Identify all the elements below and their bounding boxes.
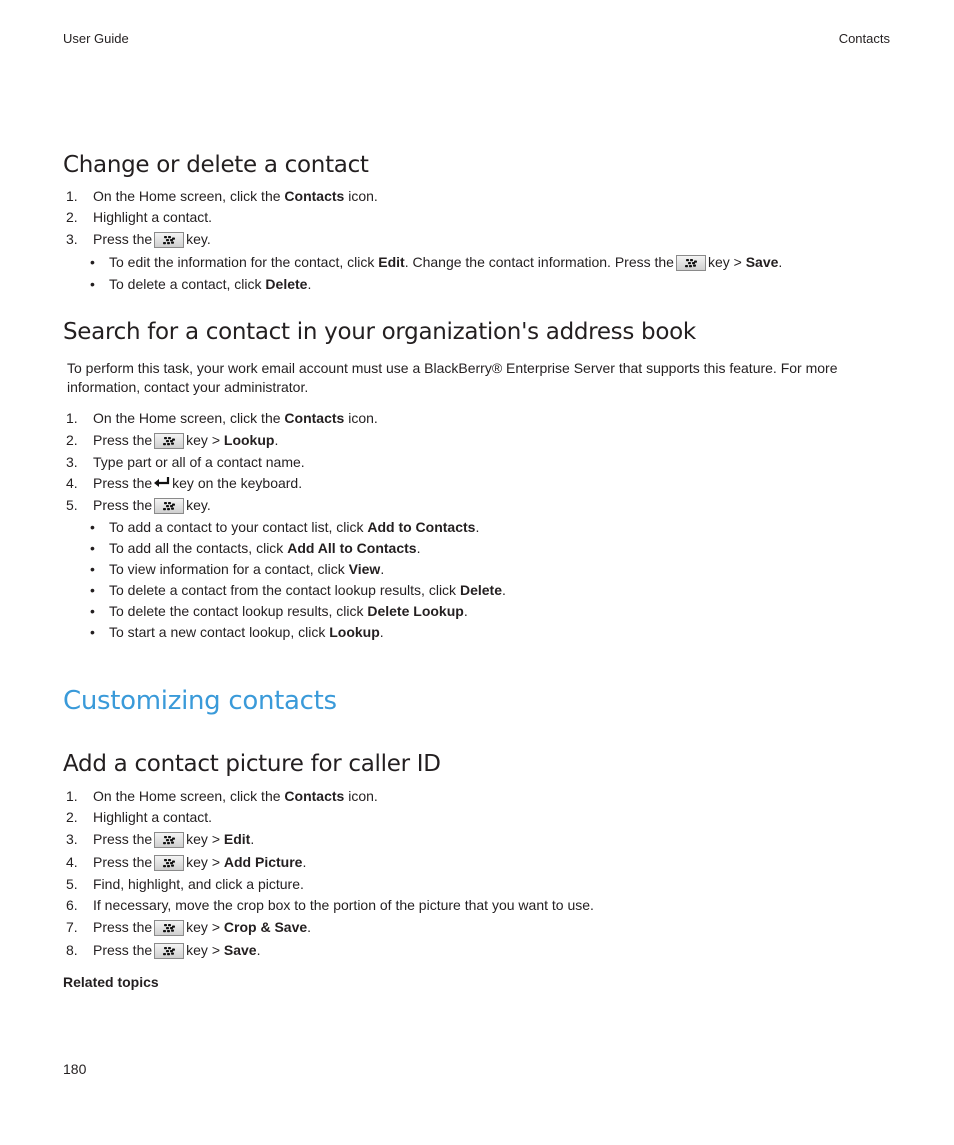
step-text: Press the	[93, 831, 153, 847]
bullet-bold: Lookup	[329, 624, 380, 640]
step-text: Press the	[93, 919, 153, 935]
list-item	[63, 473, 506, 494]
step-number: 1.	[66, 188, 78, 204]
bullet-text: .	[475, 519, 480, 535]
bullet-bold: Add All to Contacts	[287, 540, 417, 556]
list-item	[63, 186, 782, 207]
bullet-bold: Edit	[378, 254, 405, 270]
bullet-text: To delete the contact lookup results, click	[109, 603, 368, 619]
step-bold: Edit	[223, 831, 251, 847]
step-bold: Crop & Save	[223, 919, 308, 935]
step-text: key >	[186, 432, 224, 448]
page-number: 180	[63, 1061, 87, 1077]
step-bold: Lookup	[223, 432, 275, 448]
step-text: key on the keyboard.	[172, 475, 303, 491]
bullet-text: To view information for a contact, click	[109, 561, 349, 577]
step-text: key >	[186, 942, 224, 958]
steps-search-contact	[63, 408, 506, 643]
bullet-text: To delete a contact, click	[109, 276, 266, 292]
bullet-text: .	[501, 582, 506, 598]
bullet-text: .	[416, 540, 421, 556]
list-item	[86, 538, 506, 559]
search-intro-paragraph: To perform this task, your work email account must use a BlackBerry® Enterprise Server that supports this feature. For more information, contact your administrator.	[67, 360, 838, 395]
step-text: Highlight a contact.	[93, 209, 213, 225]
step-text: .	[274, 432, 279, 448]
step-text: If necessary, move the crop box to the portion of the picture that you want to use.	[93, 897, 594, 913]
blackberry-menu-key-icon	[154, 920, 184, 936]
step-text: On the Home screen, click the	[93, 788, 285, 804]
list-item	[86, 622, 506, 643]
step-bold: Contacts	[284, 410, 345, 426]
step-text: key >	[186, 854, 224, 870]
list-item	[63, 408, 506, 429]
running-header-left: User Guide	[63, 31, 129, 46]
list-item	[63, 228, 782, 295]
section-title-search-contact: Search for a contact in your organization's address book	[63, 319, 696, 345]
step-text: key >	[186, 831, 224, 847]
steps-change-contact	[63, 186, 782, 295]
bullets-change-contact	[86, 251, 782, 295]
section-title-change-contact: Change or delete a contact	[63, 152, 369, 178]
bullets-search-contact	[86, 517, 506, 643]
blackberry-menu-key-icon	[154, 498, 184, 514]
step-text: Press the	[93, 497, 153, 513]
list-item	[63, 939, 594, 962]
enter-key-icon	[153, 476, 171, 490]
list-item	[86, 274, 782, 295]
step-text: icon.	[344, 188, 378, 204]
step-bold: Save	[223, 942, 257, 958]
step-number: 2.	[66, 432, 78, 448]
step-number: 5.	[66, 876, 78, 892]
bullet-text: To add all the contacts, click	[109, 540, 288, 556]
chapter-title-customizing-contacts: Customizing contacts	[63, 686, 337, 716]
step-number: 4.	[66, 475, 78, 491]
step-text: .	[256, 942, 261, 958]
step-number: 3.	[66, 454, 78, 470]
blackberry-menu-key-icon	[154, 832, 184, 848]
step-text: Find, highlight, and click a picture.	[93, 876, 304, 892]
step-text: icon.	[344, 788, 378, 804]
blackberry-menu-key-icon	[154, 855, 184, 871]
step-text: key >	[186, 919, 224, 935]
step-text: Press the	[93, 475, 153, 491]
bullet-text: .	[379, 624, 384, 640]
bullet-text: .	[380, 561, 385, 577]
step-text: key.	[186, 497, 211, 513]
bullet-text: .	[778, 254, 783, 270]
list-item	[63, 429, 506, 452]
list-item	[63, 494, 506, 643]
list-item	[63, 828, 594, 851]
bullet-bold: Delete Lookup	[367, 603, 464, 619]
steps-contact-picture	[63, 786, 594, 962]
bullet-bold: Save	[745, 254, 779, 270]
list-item	[86, 559, 506, 580]
list-item	[63, 452, 506, 473]
step-number: 1.	[66, 410, 78, 426]
list-item	[86, 601, 506, 622]
step-number: 3.	[66, 231, 78, 247]
blackberry-menu-key-icon	[154, 943, 184, 959]
list-item	[86, 517, 506, 538]
step-text: Press the	[93, 854, 153, 870]
step-number: 4.	[66, 854, 78, 870]
step-number: 2.	[66, 209, 78, 225]
step-number: 6.	[66, 897, 78, 913]
list-item	[63, 916, 594, 939]
list-item	[63, 207, 782, 228]
list-item	[63, 807, 594, 828]
step-text: icon.	[344, 410, 378, 426]
step-number: 3.	[66, 831, 78, 847]
step-text: On the Home screen, click the	[93, 188, 285, 204]
step-text: key.	[186, 231, 211, 247]
bullet-text: . Change the contact information. Press the	[404, 254, 674, 270]
related-topics-heading: Related topics	[63, 974, 159, 990]
bullet-text: .	[463, 603, 468, 619]
blackberry-menu-key-icon	[676, 255, 706, 271]
step-number: 1.	[66, 788, 78, 804]
step-text: Type part or all of a contact name.	[93, 454, 305, 470]
step-text: Press the	[93, 432, 153, 448]
list-item	[86, 251, 782, 274]
step-text: Press the	[93, 231, 153, 247]
step-number: 8.	[66, 942, 78, 958]
step-bold: Add Picture	[223, 854, 303, 870]
step-text: .	[302, 854, 307, 870]
list-item	[63, 895, 594, 916]
bullet-text: To start a new contact lookup, click	[109, 624, 330, 640]
blackberry-menu-key-icon	[154, 232, 184, 248]
step-text: Press the	[93, 942, 153, 958]
list-item	[63, 851, 594, 874]
bullet-text: To add a contact to your contact list, click	[109, 519, 368, 535]
running-header-right: Contacts	[838, 31, 890, 46]
blackberry-menu-key-icon	[154, 433, 184, 449]
bullet-bold: Delete	[265, 276, 308, 292]
bullet-text: key >	[707, 254, 746, 270]
bullet-bold: Delete	[459, 582, 502, 598]
step-text: .	[307, 919, 312, 935]
list-item	[63, 786, 594, 807]
step-text: .	[250, 831, 255, 847]
list-item	[86, 580, 506, 601]
step-text: On the Home screen, click the	[93, 410, 285, 426]
step-text: Highlight a contact.	[93, 809, 213, 825]
bullet-text: To delete a contact from the contact lookup results, click	[109, 582, 460, 598]
bullet-bold: View	[348, 561, 381, 577]
step-bold: Contacts	[284, 188, 345, 204]
bullet-bold: Add to Contacts	[367, 519, 476, 535]
step-number: 7.	[66, 919, 78, 935]
step-number: 5.	[66, 497, 78, 513]
step-number: 2.	[66, 809, 78, 825]
bullet-text: .	[307, 276, 312, 292]
list-item	[63, 874, 594, 895]
section-title-contact-picture: Add a contact picture for caller ID	[63, 751, 441, 777]
step-bold: Contacts	[284, 788, 345, 804]
bullet-text: To edit the information for the contact, click	[109, 254, 379, 270]
